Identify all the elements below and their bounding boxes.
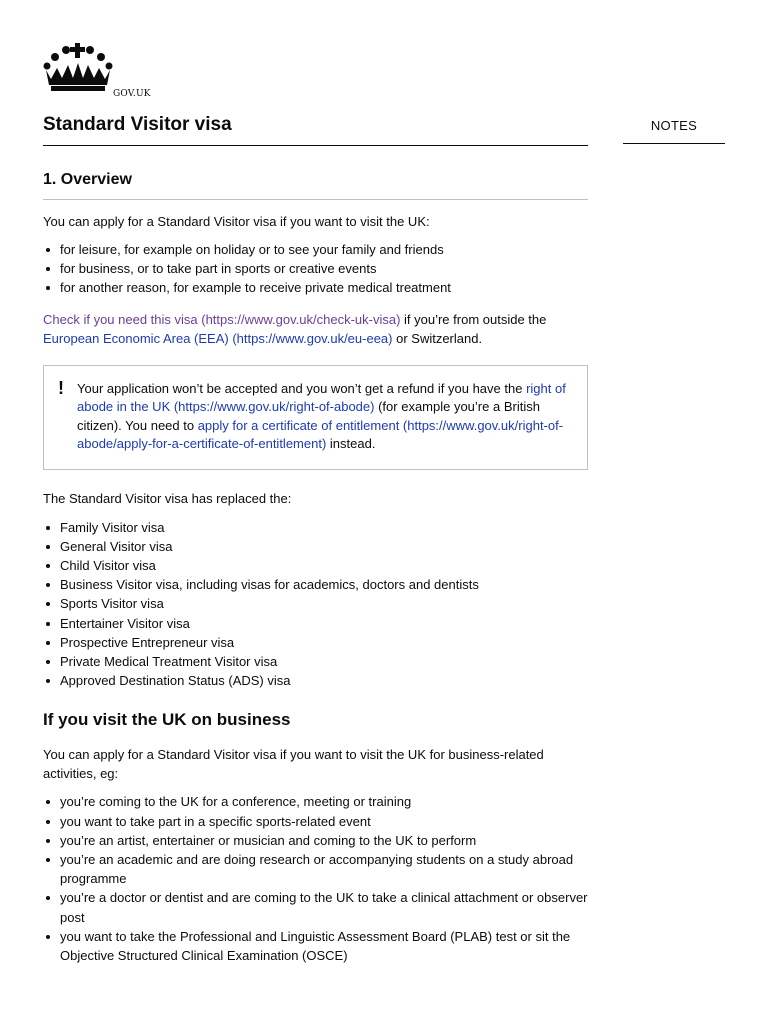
list-item: Business Visitor visa, including visas for academics, doctors and dentists	[43, 575, 588, 594]
page-title: Standard Visitor visa	[43, 112, 588, 146]
list-item: General Visitor visa	[43, 537, 588, 556]
warning-text-1: Your application won’t be accepted and you won’t get a refund if you have the	[77, 380, 527, 396]
list-item: for leisure, for example on holiday or to see your family and friends	[43, 240, 588, 259]
list-item: you want to take part in a specific sports-related event	[43, 812, 588, 831]
list-item: for business, or to take part in sports or creative events	[43, 259, 588, 278]
right-of-abode-link[interactable]: right of abode in the UK (https://www.gov.uk/right-of-abode)	[77, 380, 566, 415]
list-item: you want to take the Professional and Linguistic Assessment Board (PLAB) test or sit the Objective Structured Clinical Examination (OSCE)	[43, 927, 588, 965]
business-intro: You can apply for a Standard Visitor visa if you want to visit the UK for business-related activities, eg:	[43, 747, 544, 782]
list-item: Private Medical Treatment Visitor visa	[43, 652, 588, 671]
eea-link[interactable]: European Economic Area (EEA) (https://www.gov.uk/eu-eea)	[43, 330, 393, 346]
warning-text-3: instead.	[326, 436, 376, 452]
main-content	[43, 112, 588, 965]
list-item: Child Visitor visa	[43, 556, 588, 575]
check-visa-text-end: or Switzerland.	[392, 330, 483, 346]
crown-logo-icon[interactable]	[43, 43, 113, 93]
list-item: Sports Visitor visa	[43, 594, 588, 613]
list-item: for another reason, for example to receive private medical treatment	[43, 278, 588, 297]
list-item: you’re coming to the UK for a conference, meeting or training	[43, 792, 588, 811]
business-list	[43, 792, 588, 965]
list-item: you’re an academic and are doing research or accompanying students on a study abroad programme	[43, 850, 588, 888]
check-visa-paragraph	[43, 310, 588, 348]
warning-notice	[43, 365, 588, 470]
check-visa-text: if you’re from outside the	[400, 311, 547, 327]
warning-text	[77, 380, 577, 454]
list-item: Entertainer Visitor visa	[43, 614, 588, 633]
logo-text: GOV.UK	[113, 89, 151, 99]
warning-icon: !	[58, 377, 64, 398]
list-item: Family Visitor visa	[43, 518, 588, 537]
intro-paragraph: You can apply for a Standard Visitor visa if you want to visit the UK:	[43, 214, 430, 229]
business-heading: If you visit the UK on business	[43, 710, 291, 730]
certificate-link[interactable]: apply for a certificate of entitlement (https://www.gov.uk/right-of-abode/apply-for-a-certificate-of-entitlement)	[77, 417, 564, 452]
reasons-list	[43, 240, 588, 298]
list-item: Prospective Entrepreneur visa	[43, 633, 588, 652]
notes-label: NOTES	[623, 118, 725, 144]
replaced-intro: The Standard Visitor visa has replaced the:	[43, 490, 292, 506]
list-item: Approved Destination Status (ADS) visa	[43, 671, 588, 690]
list-item: you’re a doctor or dentist and are coming to the UK to take a clinical attachment or observer post	[43, 888, 588, 926]
check-visa-link[interactable]: Check if you need this visa (https://www.gov.uk/check-uk-visa)	[43, 311, 401, 327]
section-heading: 1. Overview	[43, 169, 588, 200]
list-item: you’re an artist, entertainer or musician and coming to the UK to perform	[43, 831, 588, 850]
warning-text-2: (for example you’re a British citizen). You need to	[77, 399, 540, 433]
replaced-visas-list	[43, 518, 588, 691]
